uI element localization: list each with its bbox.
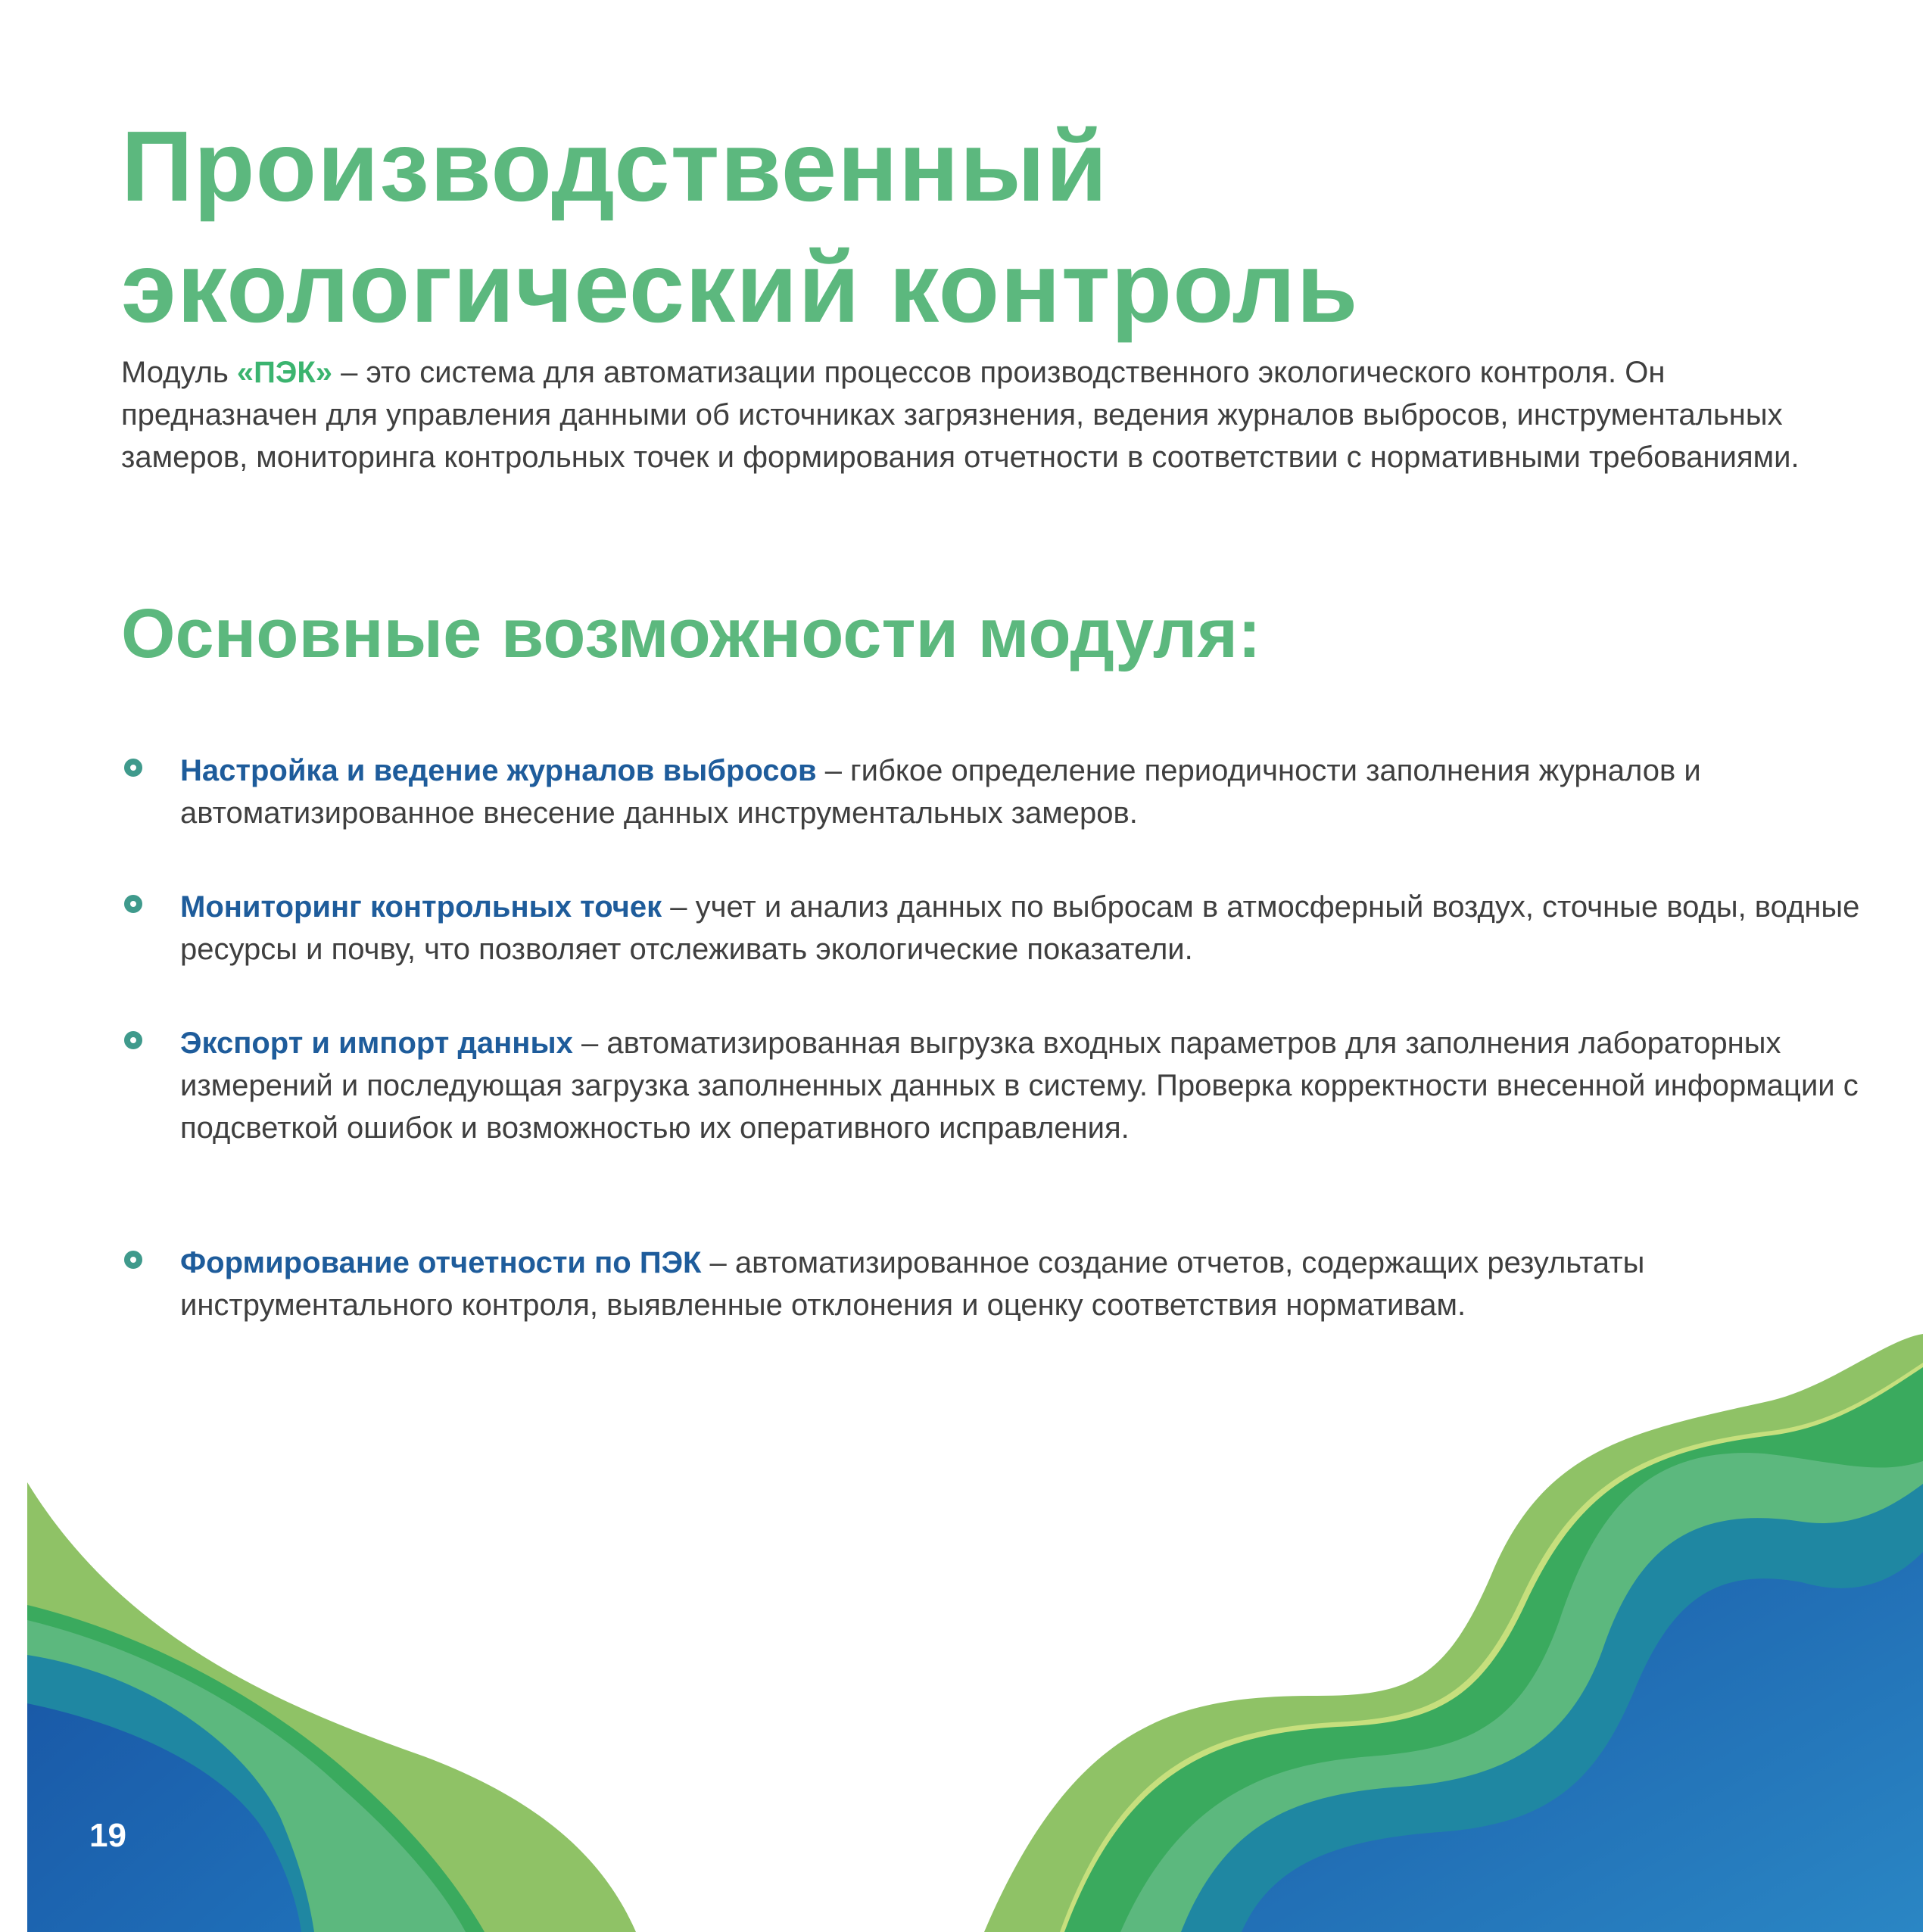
feature-item-export-import (121, 1022, 1893, 1149)
ring-bullet-icon (124, 759, 142, 777)
title-line-2: экологический контроль (121, 232, 1359, 343)
ring-bullet-icon (124, 1031, 142, 1049)
feature-title: Экспорт и импорт данных (180, 1027, 573, 1060)
section-title: Основные возможности модуля: (121, 595, 1261, 672)
feature-text (180, 749, 1893, 834)
title-line-1: Производственный (121, 111, 1108, 222)
feature-description: – гибкое определение периодичности заполнения журналов и автоматизированное внесение данных инструментальных замеров. (180, 754, 1701, 830)
feature-title: Настройка и ведение журналов выбросов (180, 754, 817, 787)
feature-text (180, 1242, 1893, 1326)
feature-item-reporting (121, 1242, 1893, 1326)
right-wave (984, 1334, 1923, 1932)
ring-bullet-icon (124, 1251, 142, 1269)
feature-description: – автоматизированное создание отчетов, содержащих результаты инструментального контроля, выявленные отклонения и оценку соответствия нормативам. (180, 1246, 1645, 1322)
feature-text (180, 1022, 1893, 1149)
ring-bullet-icon (124, 895, 142, 913)
feature-text (180, 886, 1893, 971)
page-title (121, 106, 1787, 348)
feature-description: – учет и анализ данных по выбросам в атмосферный воздух, сточные воды, водные ресурсы и почву, что позволяет отслеживать экологические показатели. (180, 890, 1860, 966)
feature-title: Формирование отчетности по ПЭК (180, 1246, 702, 1279)
feature-title: Мониторинг контрольных точек (180, 890, 662, 924)
intro-prefix: Модуль (121, 356, 237, 389)
module-name-highlight: «ПЭК» (236, 356, 333, 389)
feature-description: – автоматизированная выгрузка входных параметров для заполнения лабораторных измерений и последующая загрузка заполненных данных в систему. Проверка корректности внесенной информации с подсветкой ошибок и возможностью их оперативного исправления. (180, 1027, 1859, 1145)
feature-item-emission-journals (121, 749, 1893, 834)
page-number: 19 (89, 1817, 126, 1854)
left-wave (27, 1482, 636, 1932)
feature-item-control-points (121, 886, 1893, 971)
intro-paragraph (121, 351, 1824, 478)
intro-text: – это система для автоматизации процессов производственного экологического контроля. Он предназначен для управления данными об источниках загрязнения, ведения журналов выбросов, инструментальных замеров, мониторинга контрольных точек и формирования отчетности в соответствии с нормативными требованиями. (121, 356, 1800, 474)
